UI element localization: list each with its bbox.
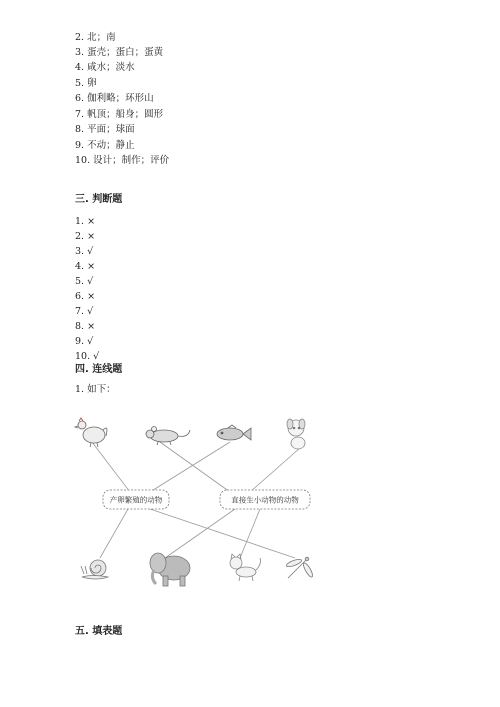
judgment-answer: 1. × [75, 216, 96, 227]
elephant-icon [150, 553, 190, 586]
judgment-answer: 3. √ [75, 246, 94, 257]
judgment-answer: 7. √ [75, 306, 94, 317]
judgment-answer: 9. √ [75, 336, 94, 347]
judgment-answer: 8. × [75, 321, 96, 332]
dragonfly-icon [286, 557, 315, 578]
snail-icon [81, 560, 108, 579]
answer-line: 4. 咸水；淡水 [75, 62, 135, 73]
answer-line: 9. 不动；静止 [75, 140, 135, 151]
matching-diagram [70, 408, 330, 588]
match-line-dragonfly [150, 509, 295, 558]
answer-line: 7. 帆顶；船身；圆形 [75, 109, 164, 120]
match-line-hen [92, 442, 130, 492]
section-title-judgment: 三. 判断题 [75, 194, 123, 205]
judgment-answer: 6. × [75, 291, 96, 302]
category-label-egg-laying: 产卵繁殖的动物 [109, 495, 163, 505]
answer-line: 6. 伽利略；环形山 [75, 93, 154, 104]
category-label-live-birth: 直接生小动物的动物 [231, 495, 299, 505]
section-title-table: 五. 填表题 [75, 626, 123, 637]
match-line-snail [100, 509, 128, 558]
mouse-icon [146, 427, 190, 446]
answer-line: 8. 平面；球面 [75, 124, 135, 135]
judgment-answer: 10. √ [75, 351, 100, 362]
answer-line: 5. 卵 [75, 78, 97, 89]
fish-icon [217, 425, 251, 440]
category-box-egg-laying [103, 490, 169, 509]
category-box-live-birth [220, 490, 310, 509]
matching-item-label: 1. 如下： [75, 384, 116, 395]
answer-line: 2. 北；南 [75, 32, 116, 43]
judgment-answer: 5. √ [75, 276, 94, 287]
judgment-answer: 4. × [75, 261, 96, 272]
hen-icon [75, 418, 107, 447]
match-line-mouse [160, 442, 230, 492]
match-line-elephant [165, 509, 235, 558]
match-line-kitten [240, 509, 260, 558]
match-line-puppy [250, 448, 300, 492]
judgment-answer: 2. × [75, 231, 96, 242]
answer-line: 10. 设计；制作；评价 [75, 155, 170, 166]
kitten-icon [230, 554, 261, 581]
match-line-fish [150, 442, 230, 492]
answer-line: 3. 蛋壳；蛋白；蛋黄 [75, 47, 164, 58]
puppy-icon [287, 419, 305, 449]
section-title-matching: 四. 连线题 [75, 364, 123, 375]
